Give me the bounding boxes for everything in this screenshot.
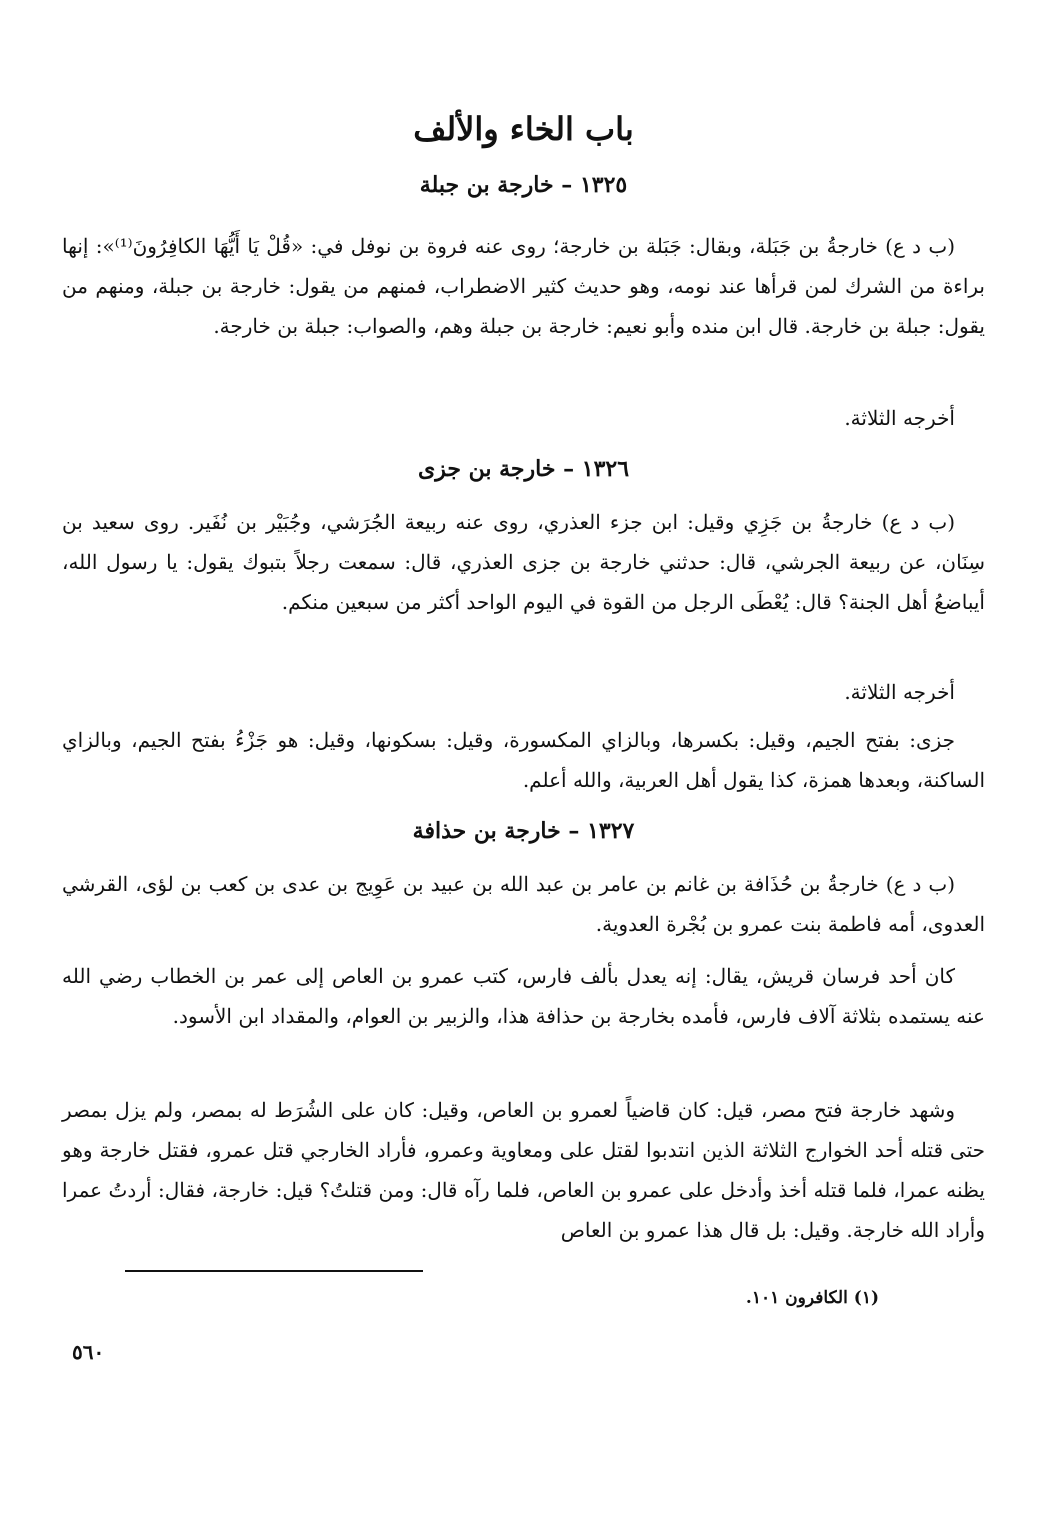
entry-1327-death: وشهد خارجة فتح مصر، قيل: كان قاضياً لعمرو بن العاص، وقيل: كان على الشُرَط له بمصر، ولم يزل بمصر حتى قتله أحد الخوارج الثلاثة الذين انتدبوا لقتل على ومعاوية وعمرو، فأراد الخارجي قتل عمرو، فقتل خارجة وهو يظنه عمرا، فلما قتله أخذ وأدخل على عمرو بن العاص، فلما رآه قال: ومن قتلتُ؟ قيل: خارجة، فقال: أردتُ عمرا وأراد الله خارجة. وقيل: بل قال هذا عمرو بن العاص: [62, 1098, 986, 1242]
footnote-separator: [125, 1270, 423, 1272]
page-number: ٥٦٠: [72, 1340, 105, 1364]
entry-heading-1325: ١٣٢٥ – خارجة بن جبلة: [419, 172, 628, 198]
entry-1326-attribution: أخرجه الثلاثة.: [844, 680, 955, 704]
entry-heading-1327: ١٣٢٧ – خارجة بن حذافة: [412, 818, 635, 844]
entry-1326-body: (ب د ع) خارجةُ بن جَزِي وقيل: ابن جزء العذري، روى عنه ربيعة الجُرَشي، وجُبَيْر بن نُفَير. روى سعيد بن سِنَان، عن ربيعة الجرشي، قال: حدثني خارجة بن جزى العذري، قال: سمعت رجلاً بتبوك يقول: يا رسول الله، أيباضعُ أهل الجنة؟ قال: يُعْطَى الرجل من القوة في اليوم الواحد أكثر من سبعين منكم.: [62, 510, 985, 614]
entry-1326-note: جزى: بفتح الجيم، وقيل: بكسرها، وبالزاي المكسورة، وقيل: بسكونها، وقيل: هو جَزْءُ بفتح الجيم، وبالزاي الساكنة، وبعدها همزة، كذا يقول أهل العربية، والله أعلم.: [62, 728, 985, 792]
entry-heading-1326: ١٣٢٦ – خارجة بن جزى: [417, 456, 630, 482]
entry-1327-biography: كان أحد فرسان قريش، يقال: إنه يعدل بألف فارس، كتب عمرو بن العاص إلى عمر بن الخطاب رضي الله عنه يستمده بثلاثة آلاف فارس، فأمده بخارجة بن حذافة هذا، والزبير بن العوام، والمقداد ابن الأسود.: [62, 964, 985, 1028]
footnote: (١) الكافرون ١٠١.: [745, 1288, 879, 1308]
entry-1325-attribution: أخرجه الثلاثة.: [844, 406, 955, 430]
chapter-title: باب الخاء والألف: [413, 110, 634, 148]
entry-1325-body: (ب د ع) خارجةُ بن جَبَلة، وبقال: جَبَلة بن خارجة؛ روى عنه فروة بن نوفل في: «قُلْ يَا أَيُّهَا الكافِرُونَ⁽¹⁾»: إنها براءة من الشرك لمن قرأها عند نومه، وهو حديث كثير الاضطراب، فمنهم من يقول: خارجة بن جبلة، ومنهم من يقول: جبلة بن خارجة. قال ابن منده وأبو نعيم: خارجة بن جبلة وهم، والصواب: جبلة بن خارجة.: [62, 234, 985, 338]
entry-1327-lineage: (ب د ع) خارجةُ بن حُذَافة بن غانم بن عامر بن عبد الله بن عبيد بن عَوِيج بن عدى بن كعب بن لؤى، القرشي العدوى، أمه فاطمة بنت عمرو بن بُجْرة العدوية.: [62, 872, 985, 936]
